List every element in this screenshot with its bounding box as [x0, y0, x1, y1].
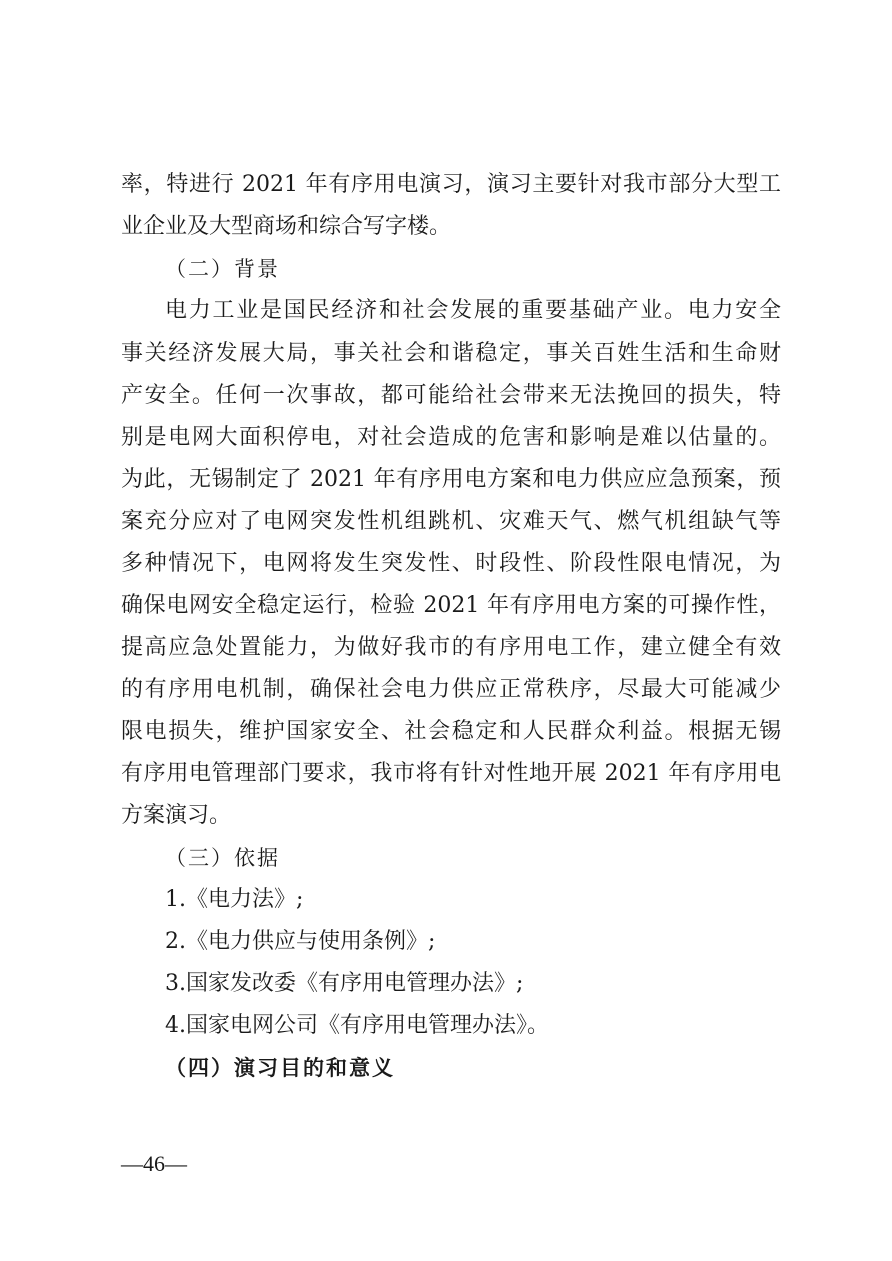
- basis-item-1: 1.《电力法》;: [165, 887, 304, 912]
- background-line-10: 的有序用电机制，确保社会电力供应正常秩序，尽最大可能减少: [121, 677, 781, 702]
- background-line-1: 电力工业是国民经济和社会发展的重要基础产业。电力安全: [165, 298, 781, 323]
- basis-item-4: 4.国家电网公司《有序用电管理办法》。: [165, 1013, 549, 1038]
- section-heading-purpose: （四）演习目的和意义: [165, 1056, 395, 1080]
- background-line-2: 事关经济发展大局，事关社会和谐稳定，事关百姓生活和生命财: [121, 341, 781, 366]
- basis-item-2: 2.《电力供应与使用条例》;: [165, 929, 436, 954]
- background-line-9: 提高应急处置能力，为做好我市的有序用电工作，建立健全有效: [121, 635, 781, 660]
- section-heading-basis: （三）依据: [165, 846, 280, 870]
- background-line-12: 有序用电管理部门要求，我市将有针对性地开展 2021 年有序用电: [121, 761, 781, 786]
- page-number: —46—: [121, 1151, 187, 1176]
- intro-line-2: 业企业及大型商场和综合写字楼。: [121, 214, 452, 239]
- background-line-7: 多种情况下，电网将发生突发性、时段性、阶段性限电情况，为: [121, 551, 781, 576]
- background-line-13: 方案演习。: [121, 803, 232, 828]
- basis-item-3: 3.国家发改委《有序用电管理办法》;: [165, 971, 524, 996]
- background-line-4: 别是电网大面积停电，对社会造成的危害和影响是难以估量的。: [121, 425, 781, 450]
- background-line-6: 案充分应对了电网突发性机组跳机、灾难天气、燃气机组缺气等: [121, 509, 781, 534]
- background-line-5: 为此，无锡制定了 2021 年有序用电方案和电力供应应急预案，预: [121, 467, 781, 492]
- background-line-3: 产安全。任何一次事故，都可能给社会带来无法挽回的损失，特: [121, 383, 781, 408]
- intro-line-1: 率，特进行 2021 年有序用电演习，演习主要针对我市部分大型工: [121, 172, 781, 197]
- section-heading-background: （二）背景: [165, 257, 280, 281]
- background-line-8: 确保电网安全稳定运行，检验 2021 年有序用电方案的可操作性，: [121, 593, 781, 618]
- background-line-11: 限电损失，维护国家安全、社会稳定和人民群众利益。根据无锡: [121, 719, 781, 744]
